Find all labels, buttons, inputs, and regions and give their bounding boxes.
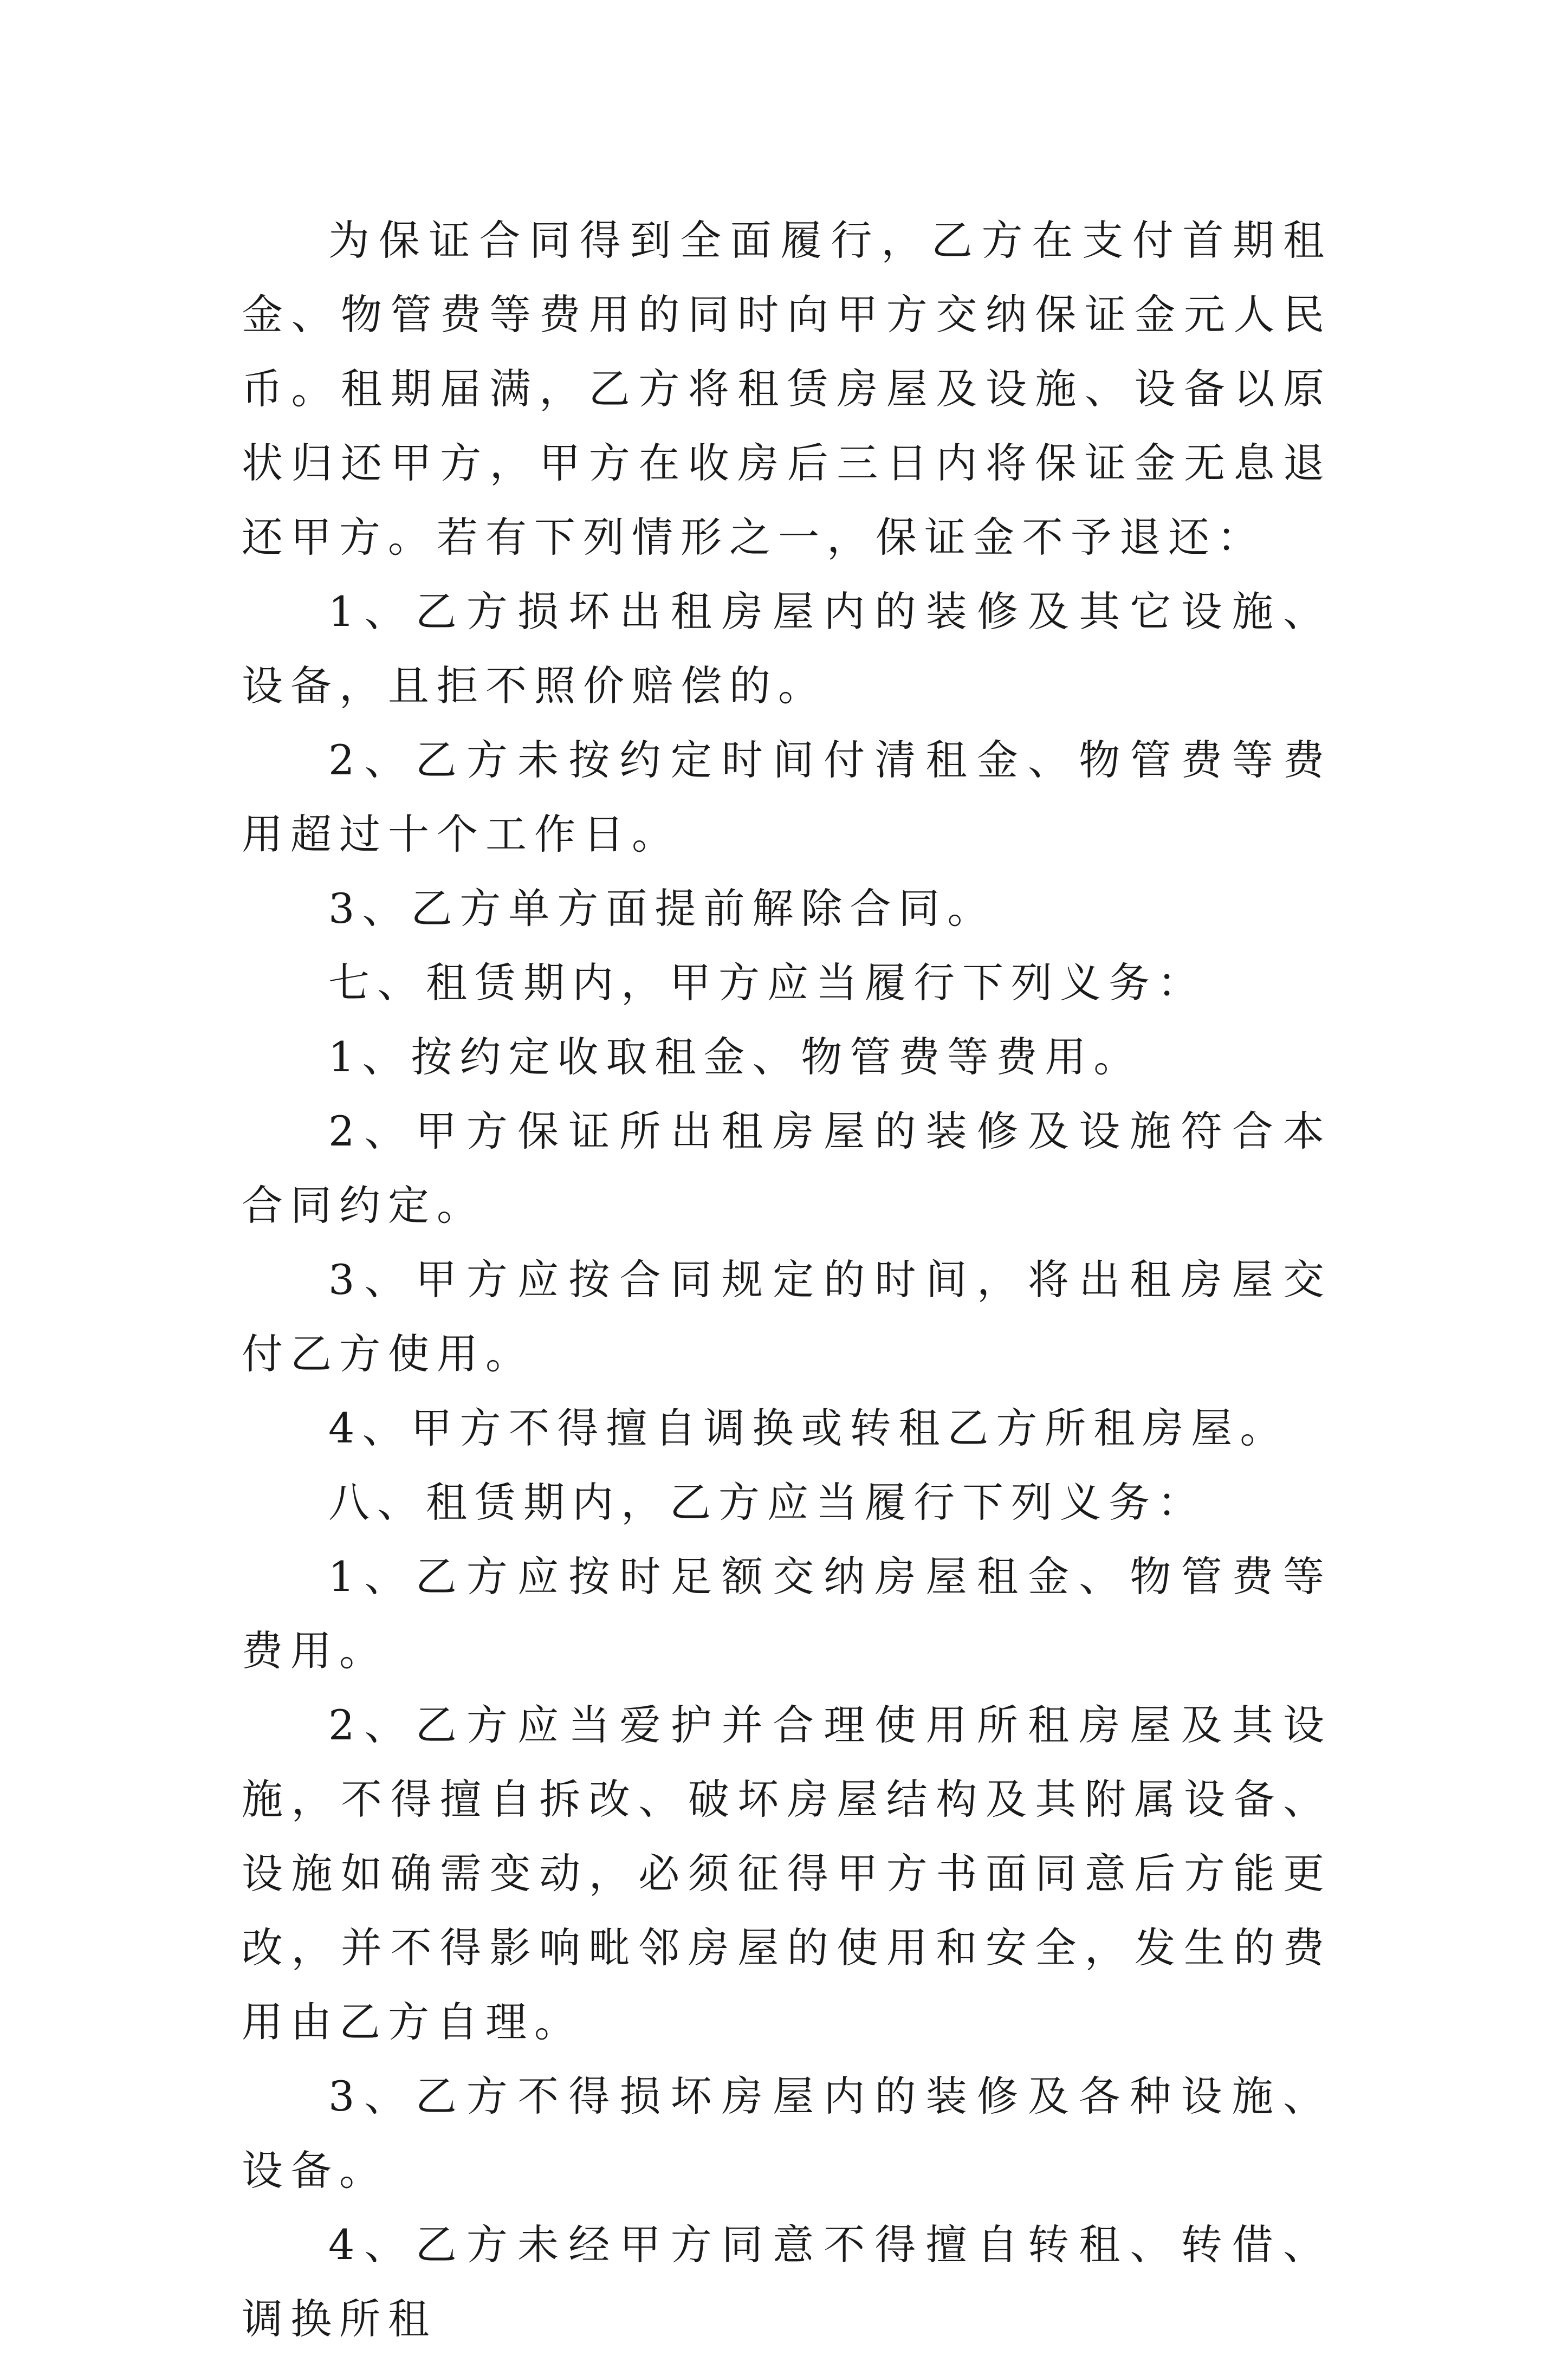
party-a-duty-1: 1、按约定收取租金、物管费等费用。 <box>328 1033 1143 1081</box>
section-7-heading: 七、租赁期内，甲方应当履行下列义务： <box>328 959 1206 1007</box>
deposit-condition-1: 1、乙方损坏出租房屋内的装修及其它设施、设备，且拒不照价赔偿的。 <box>242 587 1332 710</box>
deposit-clause-paragraph: 为保证合同得到全面履行，乙方在支付首期租金、物管费等费用的同时向甲方交纳保证金元人民币。租期届满，乙方将租赁房屋及设施、设备以原状归还甲方，甲方在收房后三日内将保证金无息退还甲方。若有下列情形之一，保证金不予退还： <box>242 216 1332 561</box>
section-8-heading: 八、租赁期内，乙方应当履行下列义务： <box>328 1478 1206 1526</box>
deposit-condition-3: 3、乙方单方面提前解除合同。 <box>328 884 996 933</box>
party-b-duty-4: 4、乙方未经甲方同意不得擅自转租、转借、调换所租 <box>242 2221 1332 2343</box>
party-b-duty-3: 3、乙方不得损坏房屋内的装修及各种设施、设备。 <box>242 2072 1332 2195</box>
party-a-duty-3: 3、甲方应按合同规定的时间，将出租房屋交付乙方使用。 <box>242 1255 1332 1378</box>
party-a-duty-2: 2、甲方保证所出租房屋的装修及设施符合本合同约定。 <box>242 1107 1332 1229</box>
party-b-duty-1: 1、乙方应按时足额交纳房屋租金、物管费等费用。 <box>242 1552 1332 1675</box>
party-a-duty-4: 4、甲方不得擅自调换或转租乙方所租房屋。 <box>328 1404 1289 1452</box>
party-b-duty-2: 2、乙方应当爱护并合理使用所租房屋及其设施，不得擅自拆改、破坏房屋结构及其附属设备、设施如确需变动，必须征得甲方书面同意后方能更改，并不得影响毗邻房屋的使用和安全，发生的费用由乙方自理。 <box>242 1701 1332 2046</box>
deposit-condition-2: 2、乙方未按约定时间付清租金、物管费等费用超过十个工作日。 <box>242 736 1332 858</box>
document-body <box>242 203 1332 2356</box>
